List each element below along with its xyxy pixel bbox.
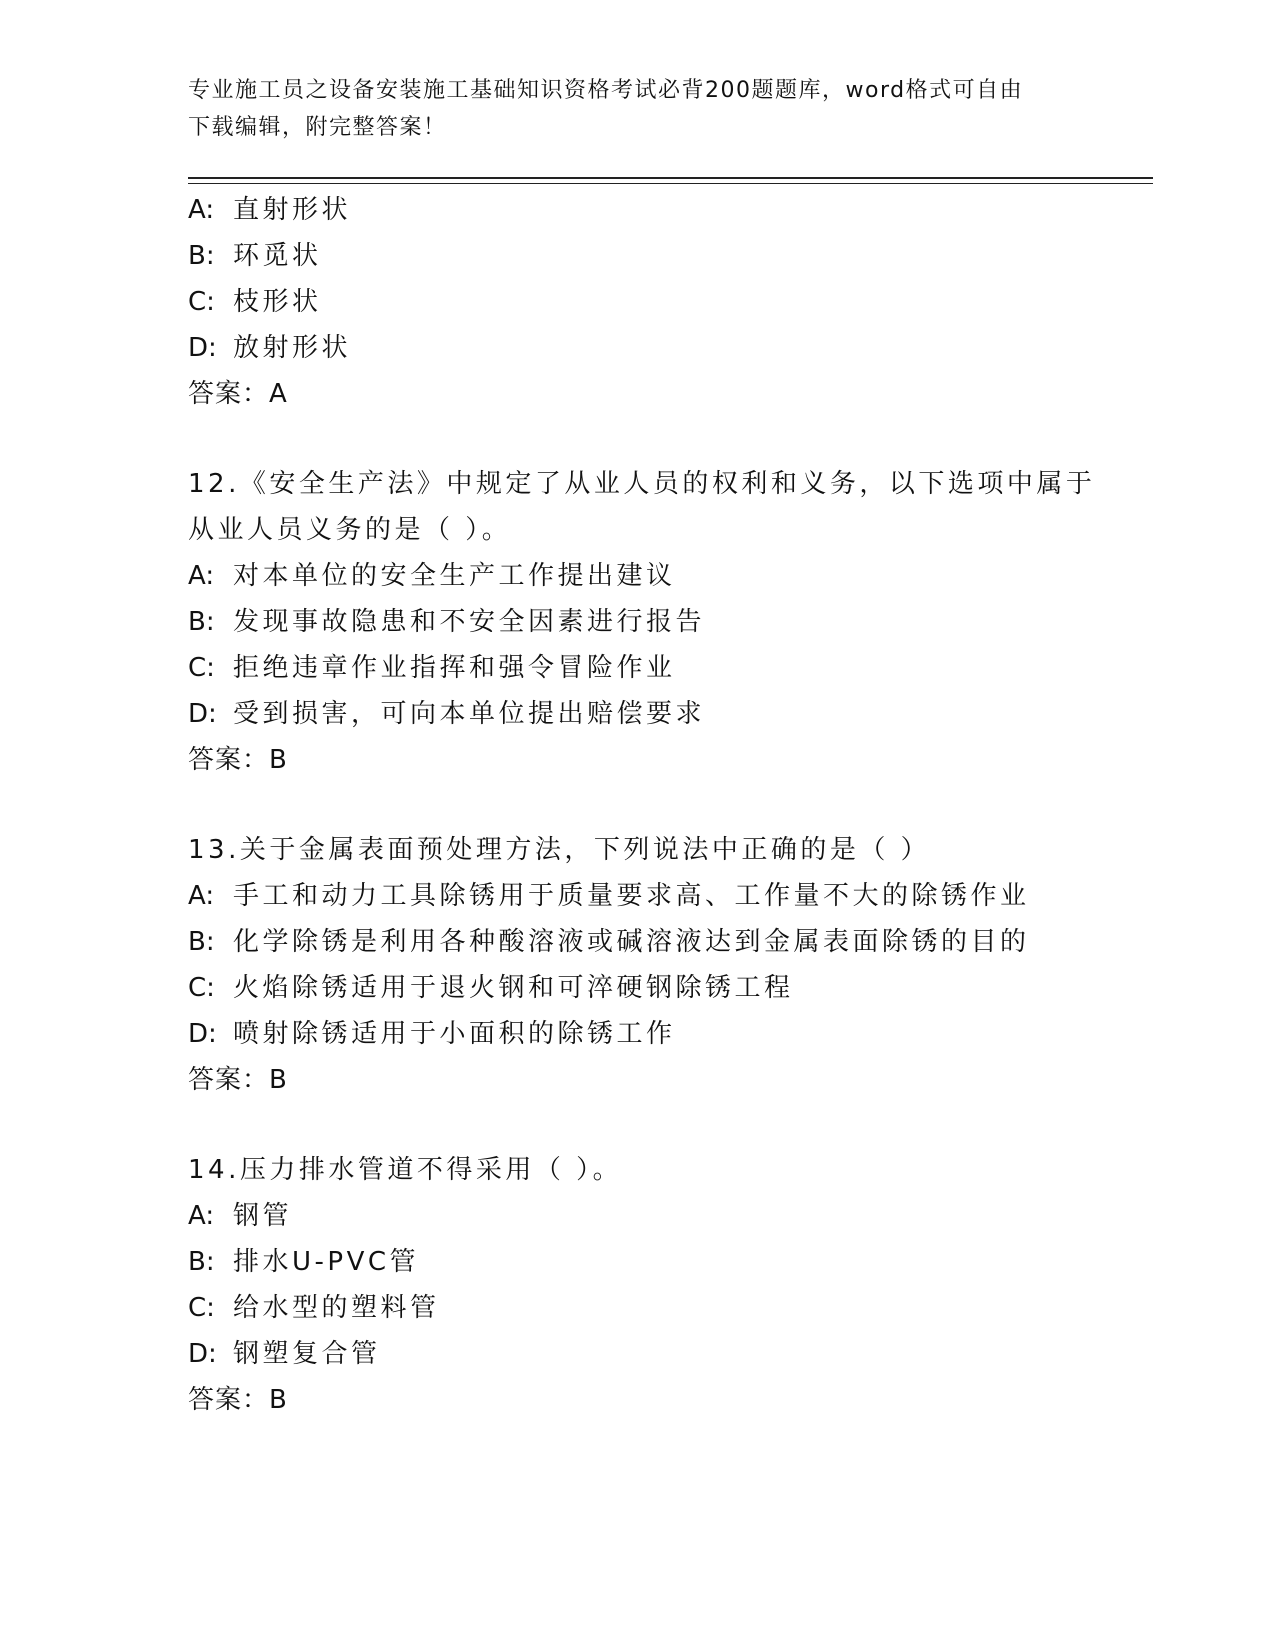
- option-a: [188, 1193, 1153, 1239]
- option-text: 火焰除锈适用于退火钢和可淬硬钢除锈工程: [233, 973, 794, 1003]
- question-11-continued: [188, 187, 1153, 417]
- answer-line: 答案：B: [188, 745, 288, 775]
- option-text: 发现事故隐患和不安全因素进行报告: [233, 607, 706, 637]
- question-list: [188, 187, 1153, 1467]
- option-text: 受到损害，可向本单位提出赔偿要求: [233, 699, 706, 729]
- option-letter: C:: [188, 287, 215, 317]
- document-header: [188, 72, 1068, 146]
- question-stem-line-2: 从业人员义务的是（ ）。: [188, 515, 512, 545]
- question-14: [188, 1147, 1153, 1423]
- option-d: [188, 1331, 1153, 1377]
- option-letter: B:: [188, 241, 215, 271]
- question-stem-line-1: 13.关于金属表面预处理方法，下列说法中正确的是（ ）: [188, 835, 931, 865]
- option-letter: B:: [188, 1247, 215, 1277]
- option-text: 排水U-PVC管: [233, 1247, 420, 1277]
- option-text: 钢塑复合管: [233, 1339, 381, 1369]
- header-rule-thick: [188, 177, 1153, 179]
- header-line-2: 下载编辑，附完整答案！: [188, 115, 447, 140]
- option-letter: C:: [188, 973, 215, 1003]
- answer-line: 答案：A: [188, 379, 288, 409]
- option-b: [188, 1239, 1153, 1285]
- option-c: [188, 645, 1153, 691]
- option-text: 钢管: [233, 1201, 293, 1231]
- option-text: 喷射除锈适用于小面积的除锈工作: [233, 1019, 676, 1049]
- option-text: 放射形状: [233, 333, 352, 363]
- option-letter: C:: [188, 653, 215, 683]
- option-letter: D:: [188, 1019, 217, 1049]
- option-d: [188, 691, 1153, 737]
- option-d: [188, 1011, 1153, 1057]
- option-a: [188, 187, 1153, 233]
- option-c: [188, 1285, 1153, 1331]
- option-letter: A:: [188, 195, 215, 225]
- option-b: [188, 599, 1153, 645]
- option-letter: D:: [188, 333, 217, 363]
- option-text: 对本单位的安全生产工作提出建议: [233, 561, 676, 591]
- option-letter: D:: [188, 1339, 217, 1369]
- header-line-1: 专业施工员之设备安装施工基础知识资格考试必背200题题库，word格式可自由: [188, 78, 1024, 103]
- option-letter: A:: [188, 561, 215, 591]
- option-a: [188, 873, 1153, 919]
- header-rule-thin: [188, 183, 1153, 184]
- option-text: 化学除锈是利用各种酸溶液或碱溶液达到金属表面除锈的目的: [233, 927, 1030, 957]
- question-13: [188, 827, 1153, 1103]
- option-text: 直射形状: [233, 195, 352, 225]
- question-stem-line-1: 14.压力排水管道不得采用（ ）。: [188, 1155, 623, 1185]
- option-text: 拒绝违章作业指挥和强令冒险作业: [233, 653, 676, 683]
- option-d: [188, 325, 1153, 371]
- option-text: 枝形状: [233, 287, 322, 317]
- answer-line: 答案：B: [188, 1385, 288, 1415]
- answer-line: 答案：B: [188, 1065, 288, 1095]
- question-stem-line-1: 12.《安全生产法》中规定了从业人员的权利和义务，以下选项中属于: [188, 469, 1096, 499]
- option-text: 环觅状: [233, 241, 322, 271]
- option-a: [188, 553, 1153, 599]
- option-letter: A:: [188, 1201, 215, 1231]
- option-c: [188, 965, 1153, 1011]
- option-b: [188, 919, 1153, 965]
- option-text: 给水型的塑料管: [233, 1293, 440, 1323]
- question-12: [188, 461, 1153, 783]
- option-b: [188, 233, 1153, 279]
- option-letter: B:: [188, 607, 215, 637]
- option-text: 手工和动力工具除锈用于质量要求高、工作量不大的除锈作业: [233, 881, 1030, 911]
- option-c: [188, 279, 1153, 325]
- option-letter: A:: [188, 881, 215, 911]
- option-letter: C:: [188, 1293, 215, 1323]
- option-letter: B:: [188, 927, 215, 957]
- option-letter: D:: [188, 699, 217, 729]
